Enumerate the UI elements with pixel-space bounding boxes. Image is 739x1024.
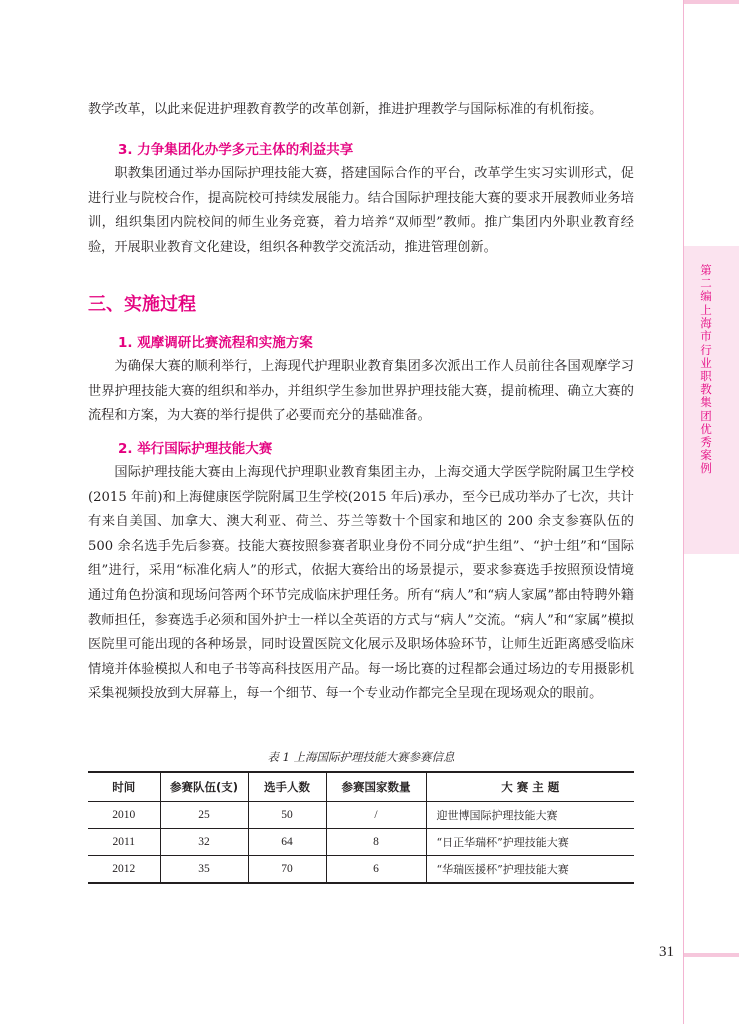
- cell-players: 50: [248, 802, 326, 829]
- header-year: 时间: [88, 772, 160, 802]
- cell-countries: 8: [326, 829, 426, 856]
- page-number: 31: [659, 944, 674, 960]
- cell-teams: 32: [160, 829, 248, 856]
- header-countries: 参赛国家数量: [326, 772, 426, 802]
- cell-theme: 迎世博国际护理技能大赛: [426, 802, 634, 829]
- chapter-part-label: 第二编: [700, 263, 712, 304]
- table-row: [88, 802, 634, 829]
- cell-year: 2012: [88, 856, 160, 884]
- header-theme: 大 赛 主 题: [426, 772, 634, 802]
- table-caption: 表 1 上海国际护理技能大赛参赛信息: [267, 750, 455, 764]
- table-row: [88, 829, 634, 856]
- subheading-benefit-sharing: 3. 力争集团化办学多元主体的利益共享: [118, 142, 354, 158]
- paragraph-benefit-sharing: 职教集团通过举办国际护理技能大赛，搭建国际合作的平台，改革学生实习实训形式，促进行业与院校合作，提高院校可持续发展能力。结合国际护理技能大赛的要求开展教师业务培训，组织集团内院校间的师生业务竞赛，着力培养“双师型”教师。推广集团内外职业教育经验，开展职业教育文化建设，组织各种教学交流活动，推进管理创新。: [88, 166, 634, 255]
- cell-players: 70: [248, 856, 326, 884]
- cell-theme: “华瑞医援杯”护理技能大赛: [426, 856, 634, 884]
- table-header-row: [88, 772, 634, 802]
- cell-year: 2011: [88, 829, 160, 856]
- chapter-side-tab: [684, 246, 739, 554]
- cell-players: 64: [248, 829, 326, 856]
- cell-countries: 6: [326, 856, 426, 884]
- cell-theme: “日正华瑞杯”护理技能大赛: [426, 829, 634, 856]
- footer-pink-bar: [684, 953, 739, 957]
- cell-year: 2010: [88, 802, 160, 829]
- section-heading-implementation: 三、实施过程: [88, 294, 196, 315]
- chapter-title-label: 上海市行业职教集团优秀案例: [700, 303, 712, 476]
- paragraph-competition: 国际护理技能大赛由上海现代护理职业教育集团主办，上海交通大学医学院附属卫生学校(2015 年前)和上海健康医学院附属卫生学校(2015 年后)承办，至今已成功举办了七次，共计有来自美国、加拿大、澳大利亚、荷兰、芬兰等数十个国家和地区的 200 余支参赛队伍的 500 余名选手先后参赛。技能大赛按照参赛者职业身份不同分成“护生组”、“护士组”和“国际组”进行，采用“标准化病人”的形式，依据大赛给出的场景提示，要求参赛选手按照预设情境通过角色扮演和现场问答两个环节完成临床护理任务。所有“病人”和“病人家属”都由特聘外籍教师担任，参赛选手必须和国外护士一样以全英语的方式与“病人”交流。“病人”和“家属”模拟医院里可能出现的各种场景，同时设置医院文化展示及职场体验环节，让师生近距离感受临床情境并体验模拟人和电子书等高科技医用产品。每一场比赛的过程都会通过场边的专用摄影机采集视频投放到大屏幕上，每一个细节、每一个专业动作都完全呈现在现场观众的眼前。: [88, 465, 634, 702]
- cell-teams: 35: [160, 856, 248, 884]
- cell-countries: /: [326, 802, 426, 829]
- competition-info-table: [88, 771, 634, 884]
- table-row: [88, 856, 634, 884]
- paragraph-continued: 教学改革，以此来促进护理教育教学的改革创新，推进护理教学与国际标准的有机衔接。: [88, 102, 603, 117]
- header-players: 选手人数: [248, 772, 326, 802]
- cell-teams: 25: [160, 802, 248, 829]
- subheading-competition: 2. 举行国际护理技能大赛: [118, 441, 273, 457]
- header-teams: 参赛队伍(支): [160, 772, 248, 802]
- paragraph-observation: 为确保大赛的顺利举行，上海现代护理职业教育集团多次派出工作人员前往各国观摩学习世界护理技能大赛的组织和举办，并组织学生参加世界护理技能大赛，提前梳理、确立大赛的流程和方案，为大赛的举行提供了必要而充分的基础准备。: [88, 359, 634, 424]
- top-pink-bar: [684, 0, 739, 4]
- subheading-observation: 1. 观摩调研比赛流程和实施方案: [118, 335, 313, 351]
